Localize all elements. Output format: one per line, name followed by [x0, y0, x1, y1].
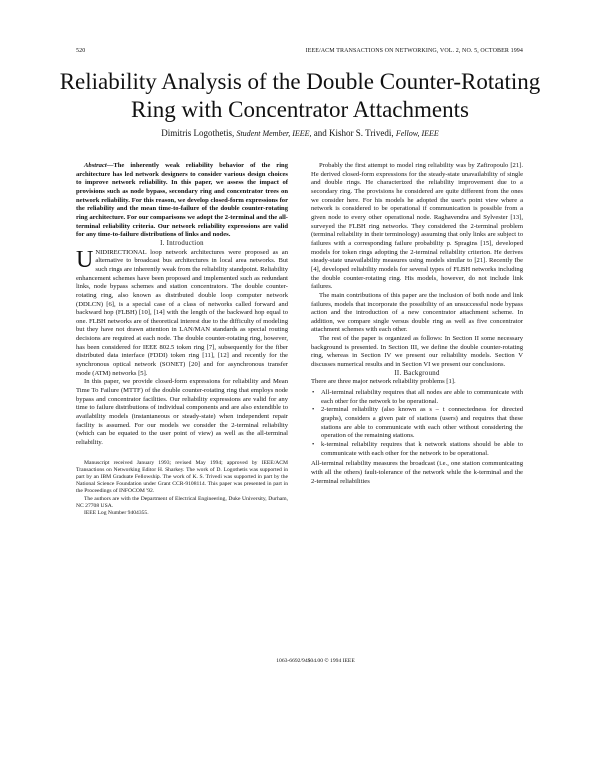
related-work-paragraph: Probably the first attempt to model ring reliability was by Zafiropoulo [21]. He derived closed-form expressions for the steady-state unavailability of single and double rings. He characterized the reliability improvement due to a secondary ring. The provisions he considered are quite different from the ones we consider here. For his models he adopted the user's point view where a network is considered to be operational if communication is possible from a given node to every other operational node. Raghavendra and Sylvester [13], surveyed the FLBH ring networks. They considered the 2-terminal problem (terminal reliability in their terminology) assuming that only links are subject to failures with a corresponding failure probability p. Spragins [15], developed models for token rings adopting the 2-terminal reliability criterion. He derives steady-state unavailability measures using models similar to [21]. Recently Ibe [4], developed reliability models for several types of FLBH networks including the double counter-rotating ring. His models, however, do not include link failures.	[311, 162, 523, 291]
abstract	[76, 162, 288, 240]
paper-title	[40, 68, 560, 124]
footnote	[76, 460, 288, 518]
organization-paragraph: The rest of the paper is organized as follows: In Section II some necessary background is presented. In Section III, we define the double counter-rotating ring, whereas in Section IV we present our reliability models. Section V discusses numerical results and in Section VI we present our conclusions.	[311, 335, 523, 369]
intro-paragraph-1	[76, 246, 288, 379]
background-continuation: All-terminal reliability measures the broadcast (i.e., one station communicating with all the others) fault-tolerance of the network while the k-terminal and the 2-terminal reliabilities	[311, 460, 523, 485]
footnote-log-number: IEEE Log Number 9404355.	[84, 510, 149, 517]
journal-header: IEEE/ACM TRANSACTIONS ON NETWORKING, VOL. 2, NO. 5, OCTOBER 1994	[305, 48, 523, 54]
right-column	[311, 162, 523, 486]
section-heading-introduction: I. Introduction	[160, 239, 204, 247]
copyright-text: 1063-6692/94$04.00 © 1994 IEEE	[276, 658, 355, 664]
reliability-problem-list	[311, 389, 523, 458]
list-item: • All-terminal reliability requires that all nodes are able to communicate with each other for the network to be operational.	[311, 389, 523, 406]
author-2-role: Fellow, IEEE	[395, 129, 439, 138]
footnote-affiliation: The authors are with the Department of Electrical Engineering, Duke University, Durham, NC 27708 USA.	[76, 495, 288, 509]
copyright-line	[76, 658, 523, 664]
author-2: Kishor S. Trivedi,	[329, 128, 394, 138]
author-conjunction: and	[313, 128, 327, 138]
background-intro: There are three major network reliability problems [1].	[311, 378, 456, 386]
drop-cap: U	[76, 246, 94, 273]
intro-paragraph-1-text: NIDIRECTIONAL loop network architectures were proposed as an alternative to broadcast bus architectures in local area networks. But such rings are inherently weak from the reliability standpoint. Reliability enhancement schemes have been proposed and implemented such as redundant links, node bypass schemes and station concentrators. The double counter-rotating ring, also known as distributed double loop computer network (DDLCN) [6], is a special case of a class of networks called forward and backward hop (FLBH) [10], [14] with the length of the backward hop equal to one. FLBH networks are of theoretical interest due to the difficulty of modeling but they have not drawn attention in LAN/MAN standards as special routing decisions are required at each node. The double counter-rotating ring, however, has been considered for IEEE 802.5 token ring [7], subsequently for the fiber distributed data interface (FDDI) token ring [11], [12] and recently for the synchronous optical network (SONET) [20] and for asynchronous transfer mode (ATM) networks [5].	[76, 248, 288, 377]
list-item: • k-terminal reliability requires that k network stations should be able to communicate with each other for the network to be operational.	[311, 441, 523, 458]
abstract-label: Abstract—	[84, 162, 114, 169]
author-1-role: Student Member, IEEE,	[236, 129, 312, 138]
running-head	[76, 48, 523, 54]
title-line-2: Ring with Concentrator Attachments	[131, 97, 469, 122]
page-number: 520	[76, 48, 86, 54]
intro-paragraph-2: In this paper, we provide closed-form expressions for reliability and Mean Time To Failure (MTTF) of the double counter-rotating ring that employs node bypass and concentrator facilities. Our reliability expressions are valid for any time to failure distributions of individual components and are also extendible to availability models (instantaneous or steady-state) when independent repair facility is assumed. For our models we consider the 2-terminal reliability (which can be equated to the user point of view) as well as the all-terminal reliability.	[76, 378, 288, 446]
footnote-manuscript: Manuscript received January 1993; revised May 1994; approved by IEEE/ACM Transactions on Networking Editor H. Sharkey. The work of D. Logothetis was supported in part by an IBM Graduate Fellowship. The work of K. S. Trivedi was supported in part by the National Science Foundation under Grant CCR-9108114. This paper was presented in part in the Proceedings of INFOCOM '92.	[76, 459, 288, 495]
left-column	[76, 162, 288, 517]
title-line-1: Reliability Analysis of the Double Counter-Rotating	[59, 69, 541, 94]
author-line	[40, 128, 560, 138]
section-heading-background: II. Background	[394, 369, 440, 377]
contributions-paragraph: The main contributions of this paper are the inclusion of both node and link failures, models that incorporate the possibility of an unsuccessful node bypass action and the introduction of a new concentrator attachment scheme. In addition, we compare single versus double ring as well as five concentrator attachment schemes with each other.	[311, 291, 523, 334]
list-item: • 2-terminal reliability (also known as s – t connectedness for directed graphs), considers a given pair of stations (users) and requires that these stations are able to communicate with each other without considering the operation of the remaining stations.	[311, 406, 523, 441]
author-1: Dimitris Logothetis,	[161, 128, 235, 138]
abstract-text: The inherently weak reliability behavior of the ring architecture has led network designers to consider various design choices to improve network reliability. In this paper, we assess the impact of provisions such as node bypass, secondary ring and concentrator trees on network reliability. For this reason, we develop closed-form expressions for the reliability and the mean time-to-failure of the double counter-rotating ring architecture. For our comparisons we adopt the 2-terminal and the all-terminal reliability criteria. Our network reliability expressions are valid for any time-to-failure distributions of links and nodes.	[76, 162, 288, 239]
